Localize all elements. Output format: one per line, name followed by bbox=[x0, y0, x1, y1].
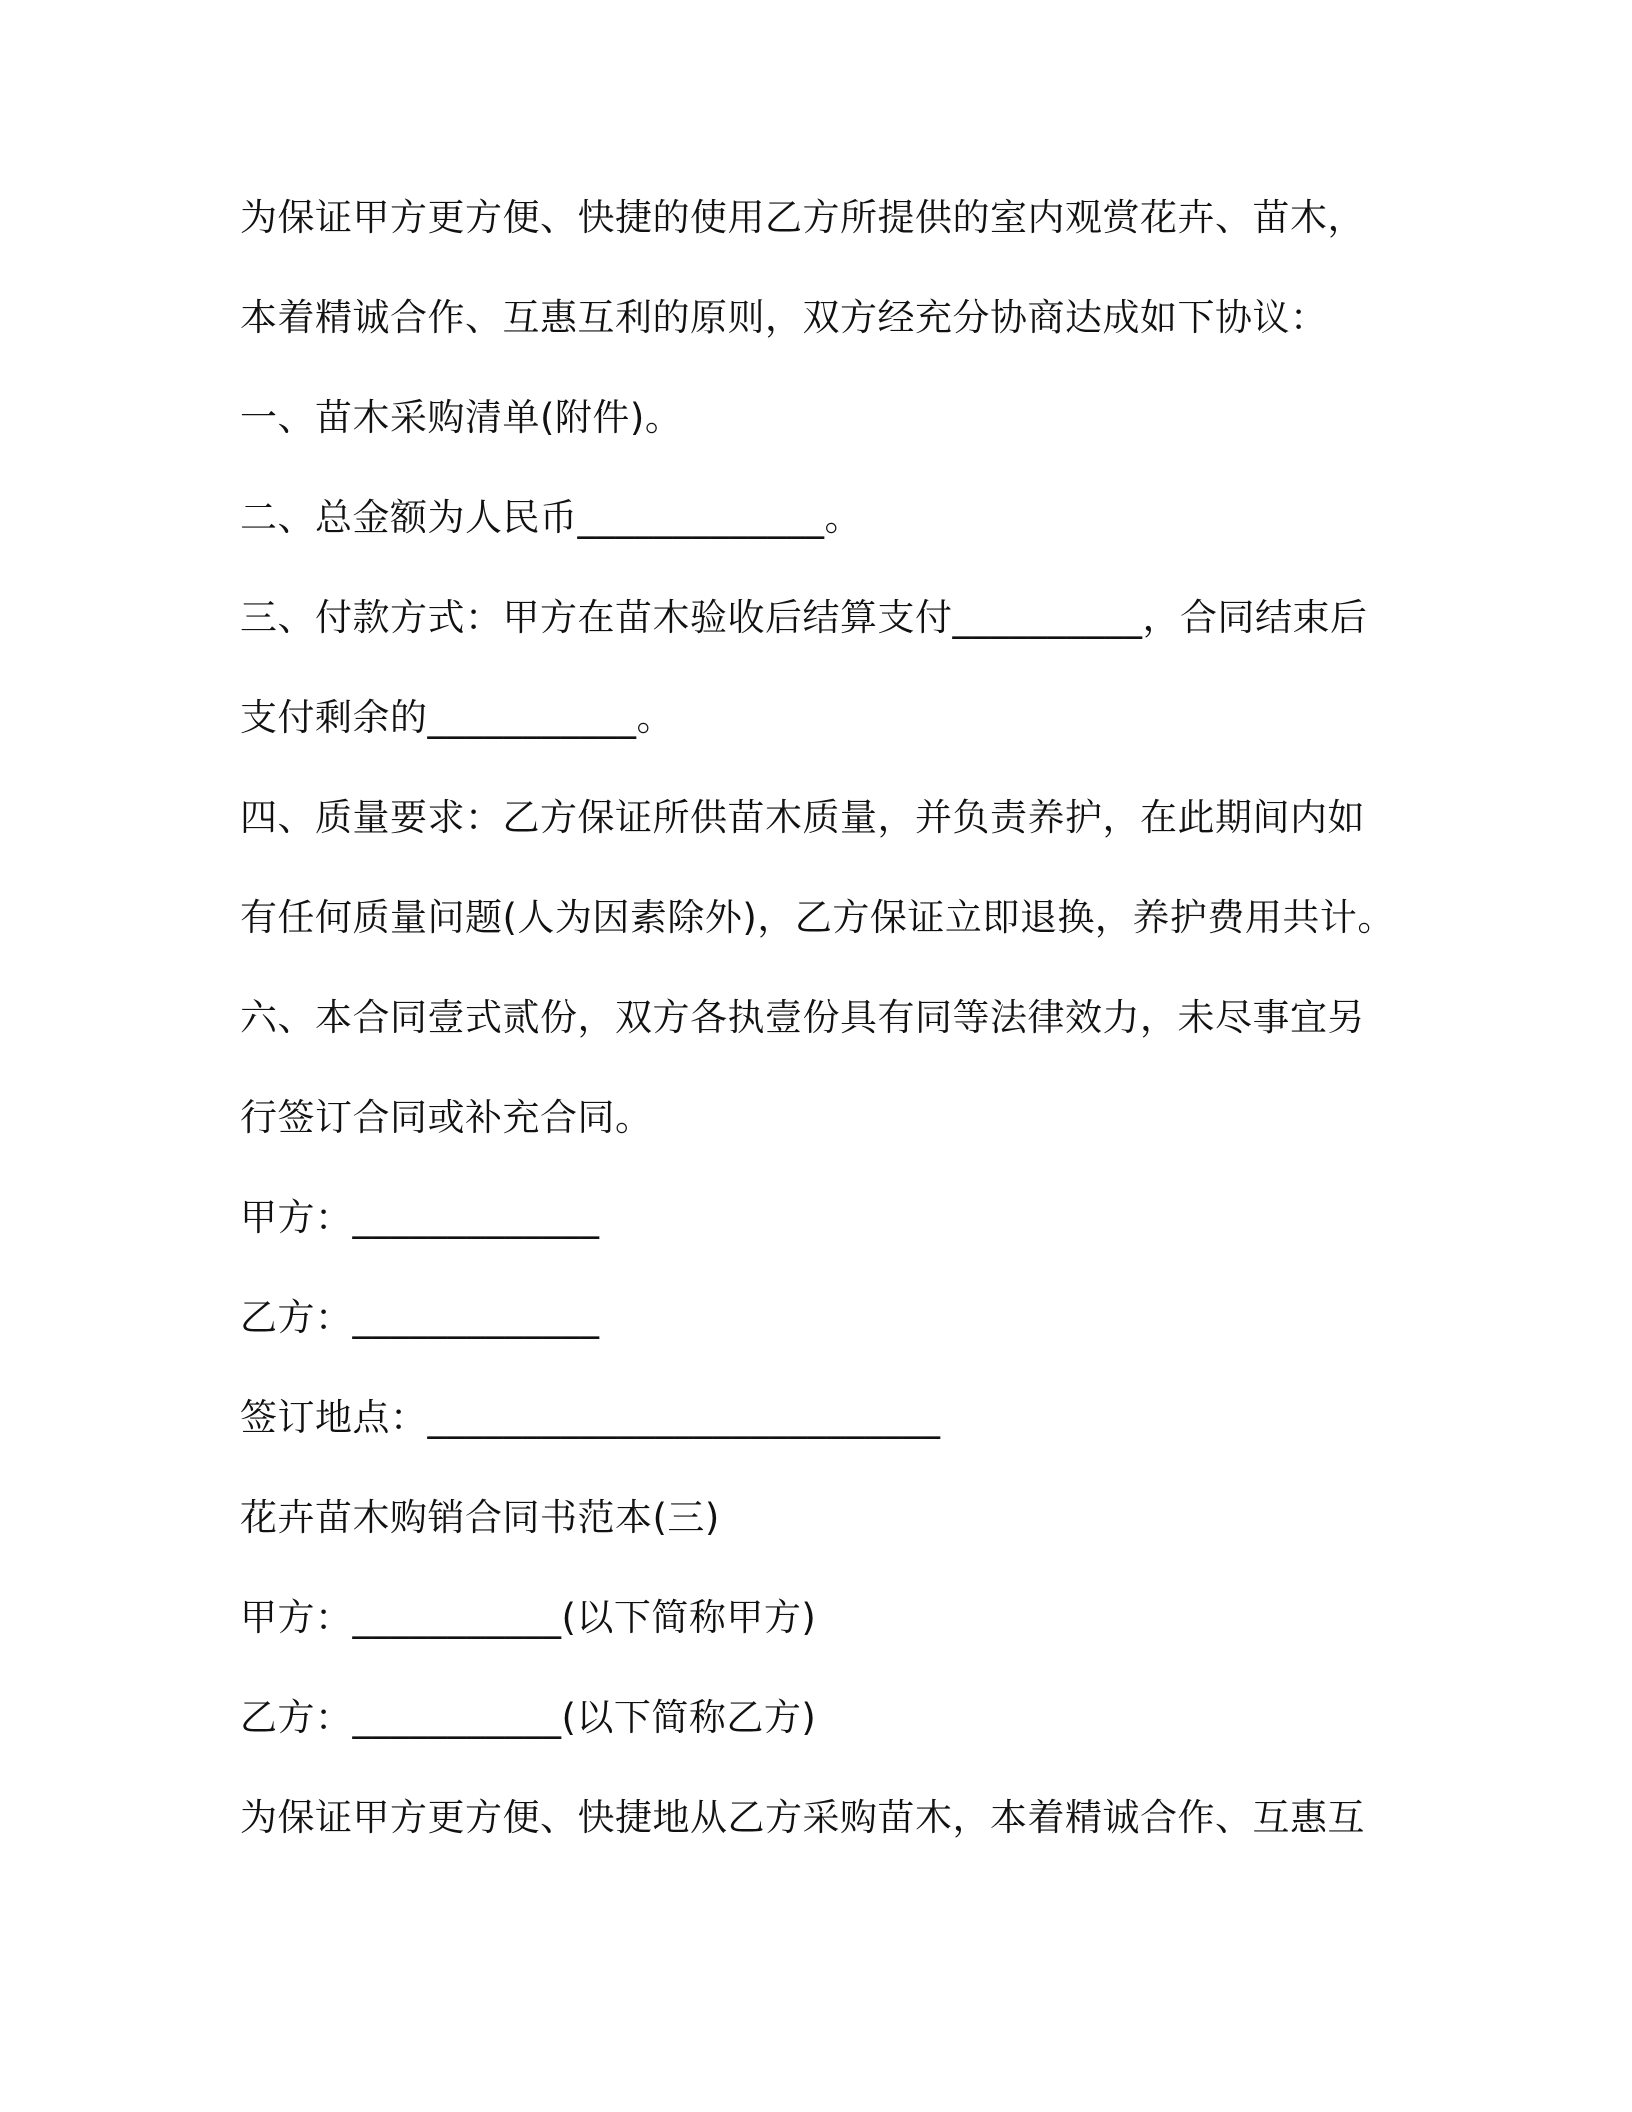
clause-6-copies-line-1: 六、本合同壹式贰份，双方各执壹份具有同等法律效力，未尽事宜另 bbox=[240, 996, 1365, 1039]
clause-4-quality-line-2: 有任何质量问题(人为因素除外)，乙方保证立即退换，养护费用共计。 bbox=[240, 896, 1395, 939]
clause-3-payment-line-2: 支付剩余的___________。 bbox=[240, 696, 674, 739]
clause-6-copies-line-2: 行签订合同或补充合同。 bbox=[240, 1096, 653, 1139]
clause-1-purchase-list: 一、苗木采购清单(附件)。 bbox=[240, 396, 683, 439]
section-title-template-3: 花卉苗木购销合同书范本(三) bbox=[240, 1496, 720, 1539]
clause-3-payment-line-1: 三、付款方式：甲方在苗木验收后结算支付__________，合同结束后 bbox=[240, 596, 1368, 639]
paragraph-line-intro-1: 为保证甲方更方便、快捷的使用乙方所提供的室内观赏花卉、苗木， bbox=[240, 196, 1365, 239]
signing-location-field: 签订地点：___________________________ bbox=[240, 1396, 941, 1439]
clause-4-quality-line-1: 四、质量要求：乙方保证所供苗木质量，并负责养护，在此期间内如 bbox=[240, 796, 1365, 839]
party-a-signature-field: 甲方：_____________ bbox=[240, 1196, 600, 1239]
party-b-signature-field: 乙方：_____________ bbox=[240, 1296, 600, 1339]
party-a-name-field: 甲方：___________(以下简称甲方) bbox=[240, 1596, 817, 1639]
paragraph-line-intro-2: 本着精诚合作、互惠互利的原则，双方经充分协商达成如下协议： bbox=[240, 296, 1328, 339]
clause-2-total-amount: 二、总金额为人民币_____________。 bbox=[240, 496, 862, 539]
paragraph-line-intro-3: 为保证甲方更方便、快捷地从乙方采购苗木，本着精诚合作、互惠互 bbox=[240, 1796, 1365, 1839]
party-b-name-field: 乙方：___________(以下简称乙方) bbox=[240, 1696, 817, 1739]
